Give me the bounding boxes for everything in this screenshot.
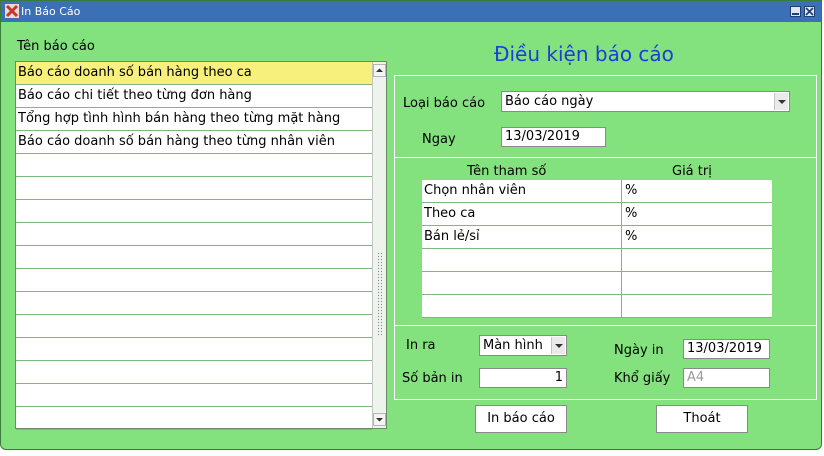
param-value-cell[interactable] <box>623 249 774 271</box>
param-value-cell[interactable]: % <box>625 206 638 221</box>
scroll-down-button[interactable] <box>373 413 386 426</box>
output-value: Màn hình <box>483 338 543 353</box>
report-list-label: Tên báo cáo <box>17 39 95 54</box>
date-label: Ngay <box>422 132 456 147</box>
param-name-cell <box>422 272 622 294</box>
panel-divider-bottom <box>394 325 817 326</box>
param-name-header: Tên tham số <box>467 164 547 179</box>
list-item[interactable] <box>16 338 372 361</box>
report-type-label: Loại báo cáo <box>403 96 486 111</box>
report-type-select[interactable] <box>501 91 790 112</box>
param-name-cell: Chọn nhân viên <box>422 180 622 202</box>
param-row[interactable] <box>422 180 772 203</box>
param-row[interactable] <box>422 226 772 249</box>
date-field[interactable]: 13/03/2019 <box>501 127 606 147</box>
copies-field[interactable]: 1 <box>479 368 567 388</box>
minimize-icon[interactable] <box>790 6 801 17</box>
param-name-cell <box>422 249 622 271</box>
param-name-cell: Theo ca <box>422 203 622 225</box>
param-row[interactable] <box>422 272 772 295</box>
list-item[interactable] <box>16 223 372 246</box>
list-item[interactable] <box>16 384 372 407</box>
print-date-field[interactable]: 13/03/2019 <box>683 339 770 359</box>
list-item[interactable] <box>16 269 372 292</box>
param-name-cell <box>422 295 622 317</box>
param-value-header: Giá trị <box>672 164 712 179</box>
param-value-cell[interactable] <box>623 295 774 317</box>
list-item[interactable] <box>16 361 372 384</box>
param-value-cell[interactable]: % <box>625 229 638 244</box>
list-item[interactable] <box>16 292 372 315</box>
conditions-title: Điều kiện báo cáo <box>494 42 674 66</box>
list-item[interactable]: Tổng hợp tình hình bán hàng theo từng mặt hàng <box>16 108 372 131</box>
copies-label: Số bản in <box>402 371 463 386</box>
list-item[interactable]: Báo cáo chi tiết theo từng đơn hàng <box>16 85 372 108</box>
paper-size-field: A4 <box>683 368 770 388</box>
close-x-icon <box>5 4 19 18</box>
chevron-down-icon[interactable] <box>774 93 788 110</box>
list-item[interactable] <box>16 315 372 338</box>
exit-button[interactable]: Thoát <box>656 405 748 433</box>
param-row[interactable] <box>422 249 772 272</box>
params-grid[interactable] <box>422 180 772 318</box>
output-label: In ra <box>406 338 436 353</box>
report-list[interactable] <box>15 61 387 429</box>
panel-divider-top <box>394 157 817 158</box>
list-item[interactable] <box>16 407 372 430</box>
list-item[interactable] <box>16 177 372 200</box>
scroll-grip[interactable] <box>377 252 382 336</box>
list-item[interactable]: Báo cáo doanh số bán hàng theo ca <box>16 62 372 85</box>
paper-size-label: Khổ giấy <box>614 371 671 386</box>
print-report-button[interactable]: In báo cáo <box>475 405 567 433</box>
param-row[interactable] <box>422 203 772 226</box>
report-type-value: Báo cáo ngày <box>505 94 594 109</box>
title-bar[interactable] <box>1 1 821 22</box>
chevron-down-icon <box>374 414 385 425</box>
list-item[interactable]: Báo cáo doanh số bán hàng theo từng nhân viên <box>16 131 372 154</box>
chevron-up-icon <box>374 65 385 76</box>
param-name-cell: Bán lẻ/sỉ <box>422 226 622 248</box>
param-value-cell[interactable] <box>623 272 774 294</box>
list-item[interactable] <box>16 154 372 177</box>
scroll-up-button[interactable] <box>373 64 386 77</box>
list-item[interactable] <box>16 200 372 223</box>
param-value-cell[interactable]: % <box>625 183 638 198</box>
param-row[interactable] <box>422 295 772 318</box>
list-scrollbar[interactable] <box>372 62 386 428</box>
output-select[interactable] <box>479 335 567 356</box>
print-date-label: Ngày in <box>614 343 664 358</box>
close-icon[interactable] <box>804 6 815 17</box>
chevron-down-icon[interactable] <box>551 337 565 354</box>
window-title: In Báo Cáo <box>21 5 81 18</box>
list-item[interactable] <box>16 246 372 269</box>
